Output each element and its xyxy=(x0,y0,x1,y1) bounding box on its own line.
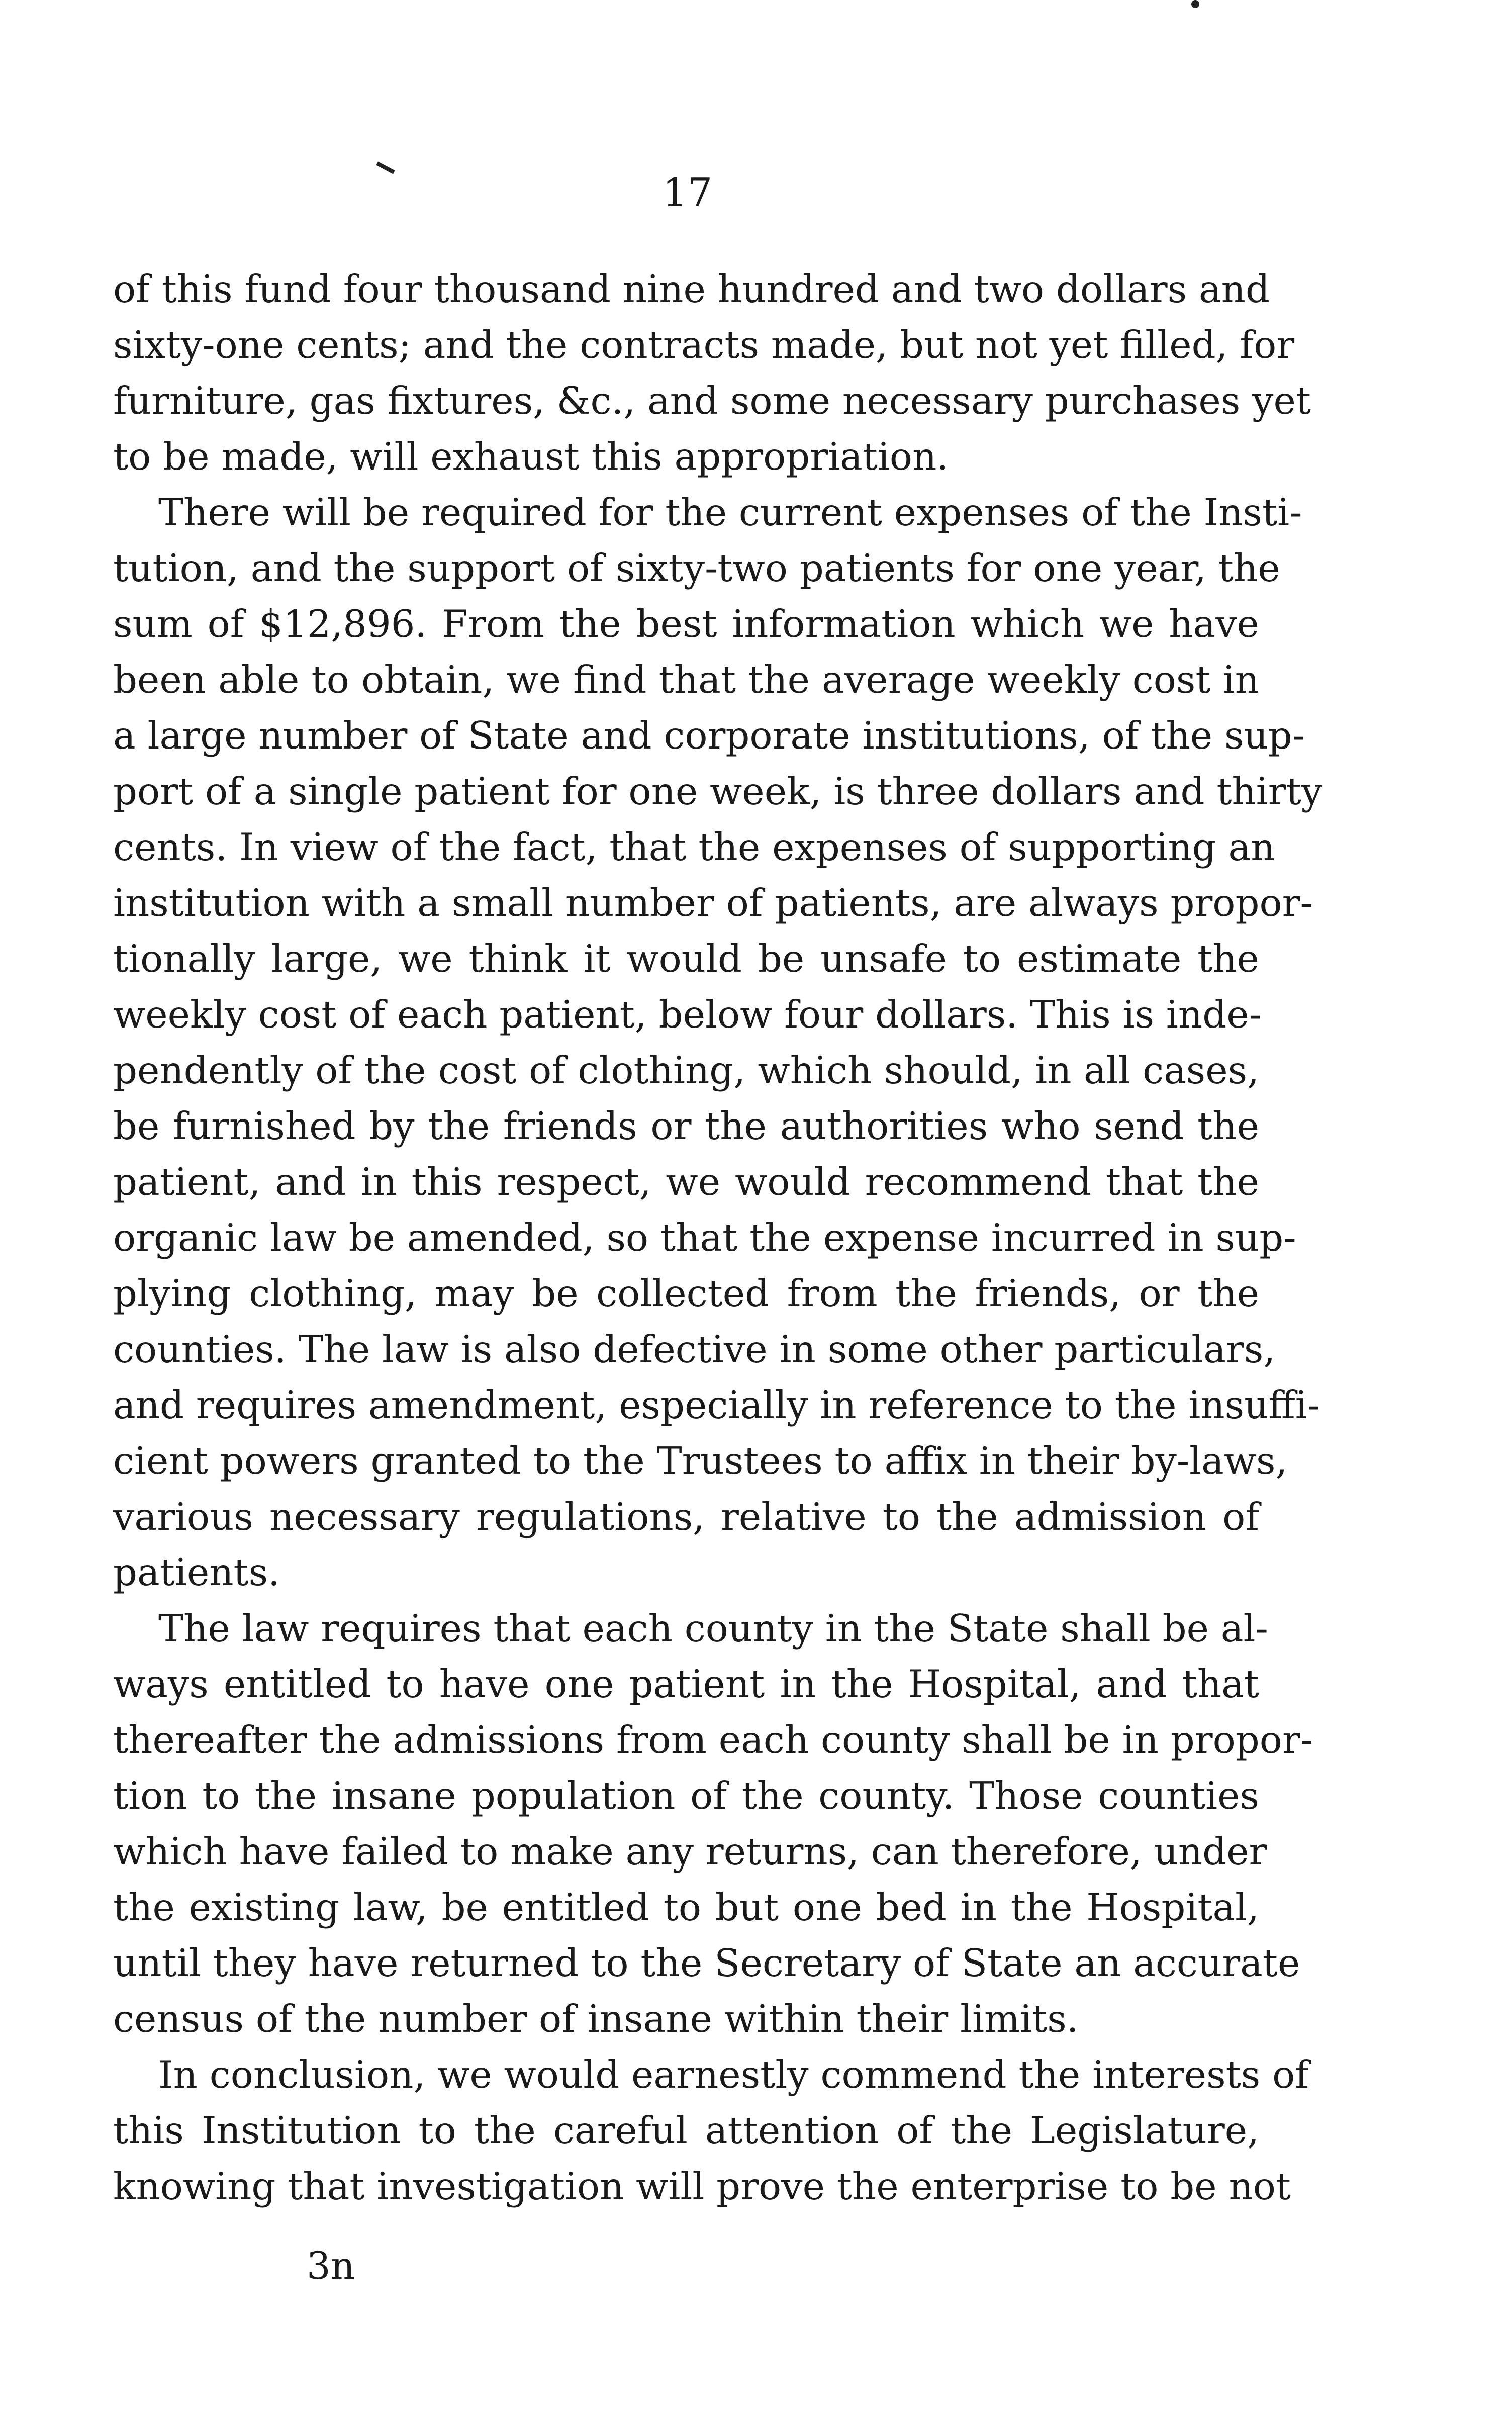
text-line: sixty-one cents; and the contracts made, but not yet filled, for xyxy=(113,323,1295,367)
text-line: various necessary regulations, relative to the admission of xyxy=(113,1495,1259,1539)
text-line: thereafter the admissions from each county shall be in propor- xyxy=(113,1718,1313,1762)
text-line: port of a single patient for one week, is three dollars and thirty xyxy=(113,769,1323,813)
text-line: There will be required for the current expenses of the Insti- xyxy=(158,490,1302,534)
ink-dot xyxy=(1191,0,1199,8)
ink-mark xyxy=(376,162,395,174)
text-line: to be made, will exhaust this appropriation. xyxy=(113,434,949,479)
text-line: knowing that investigation will prove the enterprise to be not xyxy=(113,2164,1291,2208)
text-line: which have failed to make any returns, can therefore, under xyxy=(113,1829,1267,1874)
text-line: tution, and the support of sixty-two patients for one year, the xyxy=(113,546,1280,590)
text-line: cents. In view of the fact, that the expenses of supporting an xyxy=(113,825,1275,869)
text-line: In conclusion, we would earnestly commend the interests of xyxy=(158,2052,1309,2097)
text-line: organic law be amended, so that the expense incurred in sup- xyxy=(113,1216,1296,1260)
text-line: furniture, gas fixtures, &c., and some necessary purchases yet xyxy=(113,379,1311,423)
text-line: weekly cost of each patient, below four dollars. This is inde- xyxy=(113,992,1262,1037)
text-line: tion to the insane population of the county. Those counties xyxy=(113,1773,1259,1818)
text-line: pendently of the cost of clothing, which should, in all cases, xyxy=(113,1048,1259,1092)
text-line: tionally large, we think it would be unsafe to estimate the xyxy=(113,937,1259,981)
text-line: cient powers granted to the Trustees to affix in their by-laws, xyxy=(113,1439,1288,1483)
text-line: the existing law, be entitled to but one bed in the Hospital, xyxy=(113,1885,1259,1929)
text-line: census of the number of insane within their limits. xyxy=(113,1997,1079,2041)
text-line: this Institution to the careful attention of the Legislature, xyxy=(113,2108,1259,2153)
text-line: of this fund four thousand nine hundred and two dollars and xyxy=(113,267,1270,311)
body-text xyxy=(113,261,1323,2214)
text-line: sum of $12,896. From the best information which we have xyxy=(113,602,1259,646)
text-line: patient, and in this respect, we would recommend that the xyxy=(113,1160,1259,1204)
signature-mark: 3n xyxy=(307,2244,355,2288)
text-line: a large number of State and corporate institutions, of the sup- xyxy=(113,713,1305,758)
text-line: The law requires that each county in the State shall be al- xyxy=(158,1606,1268,1650)
text-line: plying clothing, may be collected from the friends, or the xyxy=(113,1271,1259,1316)
text-line: and requires amendment, especially in reference to the insuffi- xyxy=(113,1383,1320,1427)
text-line: counties. The law is also defective in some other particulars, xyxy=(113,1327,1276,1371)
text-line: patients. xyxy=(113,1550,280,1595)
page-number: 17 xyxy=(663,170,713,216)
text-line: institution with a small number of patients, are always propor- xyxy=(113,881,1313,925)
text-line: ways entitled to have one patient in the Hospital, and that xyxy=(113,1662,1259,1706)
text-line: be furnished by the friends or the authorities who send the xyxy=(113,1104,1259,1148)
text-line: until they have returned to the Secretary of State an accurate xyxy=(113,1941,1300,1985)
text-line: been able to obtain, we find that the average weekly cost in xyxy=(113,658,1259,702)
